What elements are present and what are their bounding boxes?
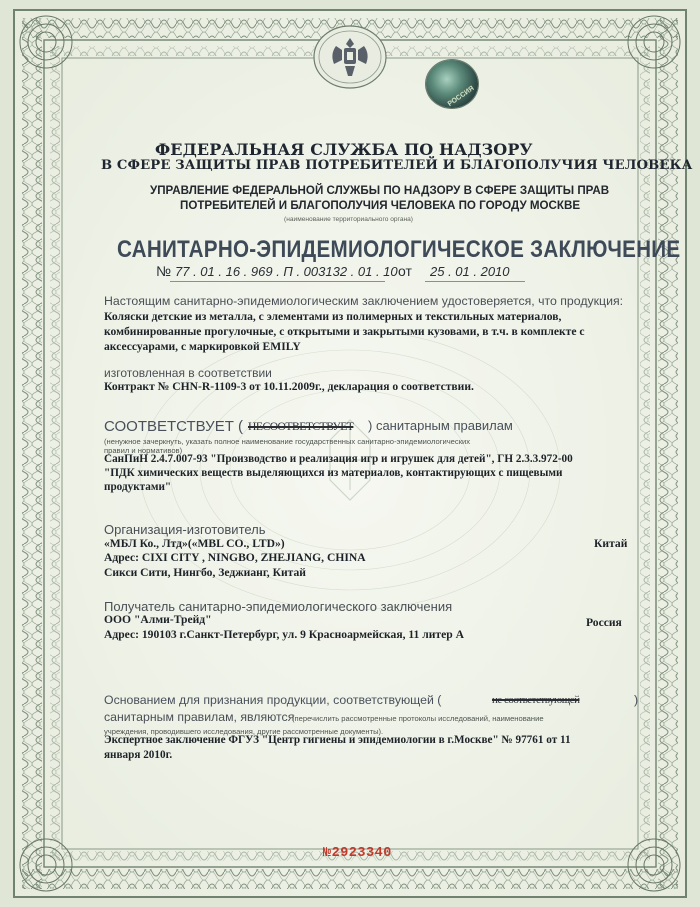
hologram-seal [426,60,478,108]
manufactured-value: Контракт № CHN-R-1109-3 от 10.11.2009г., декларация о соответствии. [104,380,474,393]
department-caption: (наименование территориального органа) [284,216,413,223]
agency-title-line2: В СФЕРЕ ЗАЩИТЫ ПРАВ ПОТРЕБИТЕЛЕЙ И БЛАГОПОЛУЧИЯ ЧЕЛОВЕКА [101,158,693,173]
product-intro: Настоящим санитарно-эпидемиологическим заключением удостоверяется, что продукция: [104,294,624,308]
hologram-text: РОССИЯ [446,84,476,108]
department-line1: УПРАВЛЕНИЕ ФЕДЕРАЛЬНОЙ СЛУЖБЫ ПО НАДЗОРУ В СФЕРЕ ЗАЩИТЫ ПРАВ [150,184,610,197]
conformity-line2: "ПДК химических веществ выделяющихся из материалов, контактирующих с пищевыми [104,467,563,479]
certificate-date: 25 . 01 . 2010 [430,264,510,279]
basis-struck-text: не соответствующей [492,694,580,706]
recipient-label: Получатель санитарно-эпидемиологического заключения [104,599,453,614]
manufacturer-country: Китай [594,537,628,550]
manufacturer-line3: Сикси Сити, Нингбо, Зеджианг, Китай [104,566,306,579]
basis-line2: января 2010г. [104,749,173,761]
basis-note: (перечислить рассмотренные протоколы исследований, наименование [292,714,544,723]
conformity-line1: СанПиН 2.4.7.007-93 "Производство и реализация игр и игрушек для детей", ГН 2.3.3.972-00 [104,453,573,465]
department-line2: ПОТРЕБИТЕЛЕЙ И БЛАГОПОЛУЧИЯ ЧЕЛОВЕКА ПО ГОРОДУ МОСКВЕ [180,199,581,212]
manufacturer-line1: «МБЛ Ко., Лтд»(«MBL CO., LTD») [104,537,285,550]
manufactured-label: изготовленная в соответствии [104,366,272,380]
recipient-line2: Адрес: 190103 г.Санкт-Петербург, ул. 9 Красноармейская, 11 литер А [104,628,464,641]
document-title: САНИТАРНО-ЭПИДЕМИОЛОГИЧЕСКОЕ ЗАКЛЮЧЕНИЕ [117,236,681,263]
product-line3: аксессуарами, с маркировкой EMILY [104,340,301,353]
product-line2: комбинированные прогулочные, с открытыми и закрытыми кузовами, в т.ч. в комплекте с [104,325,585,338]
certificate-number-prefix: № [156,263,172,279]
basis-label-start: Основанием для признания продукции, соответствующей ( [104,693,442,707]
basis-note2: учреждения, проводившего исследования, другие рассмотренные документы). [104,727,384,736]
basis-label-end: ) [634,693,639,707]
conformity-note2: правил и нормативов) [104,446,183,455]
conformity-struck-text: НЕСООТВЕТСТВУЕТ [248,420,354,433]
form-serial-number: №2923340 [323,846,392,861]
basis-label2: санитарным правилам, являются [104,710,295,724]
product-line1: Коляски детские из металла, с элементами из полимерных и текстильных материалов, [104,310,562,323]
recipient-line1: ООО "Алми-Трейд" [104,613,212,626]
date-prefix: от [398,263,412,279]
manufacturer-line2: Адрес: CIXI CITY , NINGBO, ZHEJIANG, CHINA [104,551,366,564]
conformity-label-end: ) санитарным правилам [368,418,513,433]
conformity-note: (ненужное зачеркнуть, указать полное наименование государственных санитарно-эпидемиологических [104,437,471,446]
agency-title-line1: ФЕДЕРАЛЬНАЯ СЛУЖБА ПО НАДЗОРУ [155,140,533,159]
conformity-line3: продуктами" [104,481,172,493]
manufacturer-label: Организация-изготовитель [104,522,266,537]
conformity-label-start: СООТВЕТСТВУЕТ ( [104,418,244,435]
coat-of-arms-icon [312,24,388,90]
basis-line1: Экспертное заключение ФГУЗ "Центр гигиены и эпидемиологии в г.Москве" № 97761 от 11 [104,734,571,746]
certificate-number: 77 . 01 . 16 . 969 . П . 003132 . 01 . 10 [175,264,398,279]
recipient-country: Россия [586,616,622,629]
